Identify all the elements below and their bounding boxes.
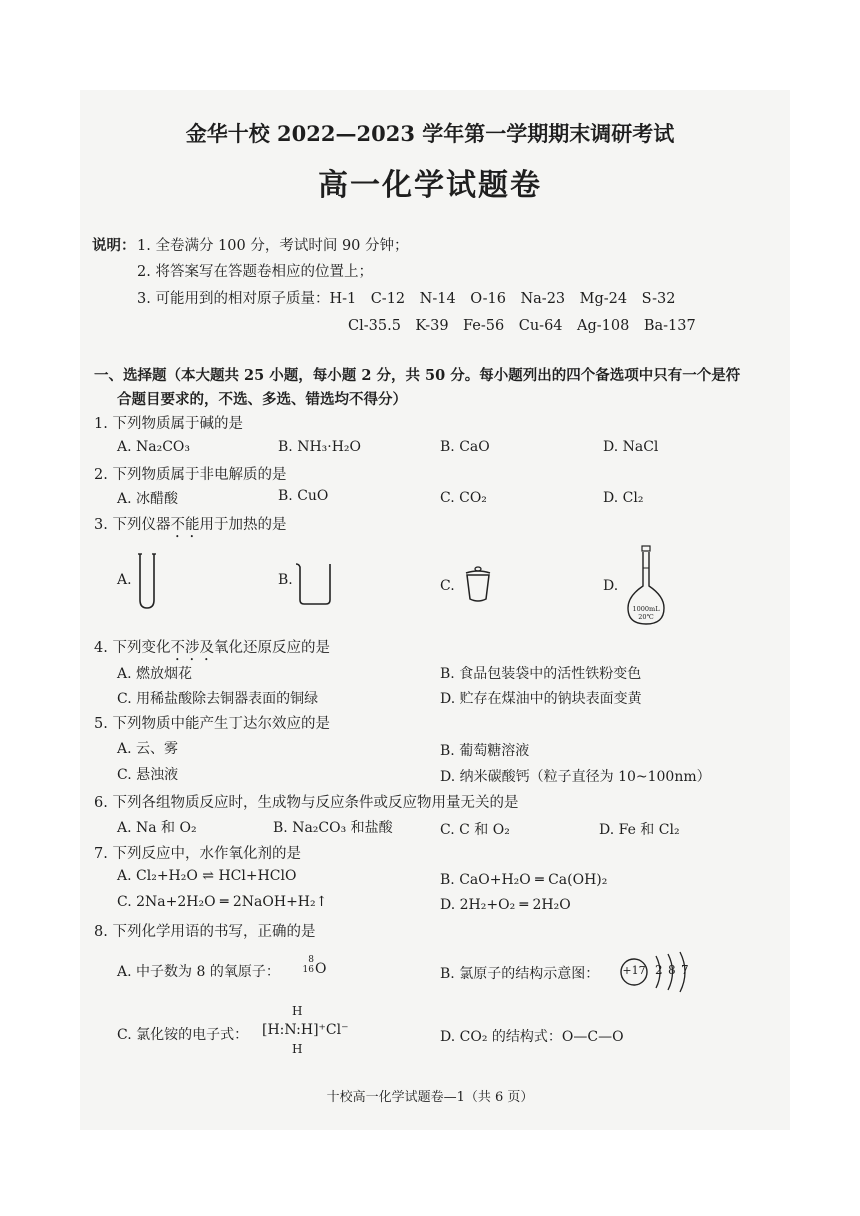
beaker-icon [295, 562, 335, 606]
q3-option-b: B. [278, 572, 293, 588]
q7-option-b: B. CaO+H₂O ═ Ca(OH)₂ [440, 872, 608, 888]
q4-stem: 4. 下列变化不涉及氧化还原反应的是 [94, 640, 330, 656]
flask-label: 1000mL 20℃ [632, 605, 660, 621]
q6-stem: 6. 下列各组物质反应时，生成物与反应条件或反应物用量无关的是 [94, 795, 519, 811]
electron-h-bottom: H [292, 1042, 303, 1056]
q4-option-d: D. 贮存在煤油中的钠块表面变黄 [440, 691, 642, 707]
q7-option-d: D. 2H₂+O₂ ═ 2H₂O [440, 897, 571, 913]
q2-option-c: C. CO₂ [440, 490, 487, 506]
q8-option-d: D. CO₂ 的结构式：O—C—O [440, 1029, 624, 1045]
q8-option-a: A. 中子数为 8 的氧原子： [117, 964, 280, 980]
shell-1: 2 [655, 963, 663, 977]
q7-option-c: C. 2Na+2H₂O ═ 2NaOH+H₂↑ [117, 894, 328, 910]
notes-label: 说明： [92, 237, 136, 254]
nucleus-charge: +17 [622, 964, 646, 977]
ammonium-electron-formula: [H:N:H]⁺Cl⁻ [262, 1022, 349, 1038]
section-heading-cont: 合题目要求的，不选、多选、错选均不得分） [117, 391, 407, 408]
page-footer: 十校高一化学试题卷—1（共 6 页） [326, 1090, 534, 1105]
isotope-numbers: 8 16 [302, 955, 314, 975]
q1-stem: 1. 下列物质属于碱的是 [94, 416, 243, 432]
q2-option-a: A. 冰醋酸 [117, 491, 179, 507]
q1-option-c: B. CaO [440, 439, 490, 455]
crucible-icon [464, 565, 492, 605]
q2-stem: 2. 下列物质属于非电解质的是 [94, 467, 287, 483]
q3-option-c: C. [440, 578, 455, 594]
q6-option-b: B. Na₂CO₃ 和盐酸 [273, 820, 393, 836]
q4-option-b: B. 食品包装袋中的活性铁粉变色 [440, 666, 642, 682]
q1-option-b: B. NH₃·H₂O [278, 439, 362, 455]
shell-3: 7 [681, 963, 689, 977]
q3-stem: 3. 下列仪器不能用于加热的是 [94, 517, 287, 533]
q6-option-a: A. Na 和 O₂ [117, 820, 197, 836]
q4-option-c: C. 用稀盐酸除去铜器表面的铜绿 [117, 691, 319, 707]
q6-option-c: C. C 和 O₂ [440, 822, 510, 838]
q1-option-a: A. Na₂CO₃ [117, 439, 191, 455]
section-heading: 一、选择题（本大题共 25 小题，每小题 2 分，共 50 分。每小题列出的四个备选项中只有一个是符 [94, 367, 741, 384]
q5-option-b: B. 葡萄糖溶液 [440, 743, 530, 759]
q5-option-c: C. 悬浊液 [117, 767, 179, 783]
note-3-masses: Cl-35.5 K-39 Fe-56 Cu-64 Ag-108 Ba-137 [348, 318, 696, 334]
q7-option-a: A. Cl₂+H₂O ⇌ HCl+HClO [117, 868, 297, 884]
q8-option-b: B. 氯原子的结构示意图： [440, 966, 600, 982]
q3-option-d: D. [603, 578, 619, 594]
note-2: 2. 将答案写在答题卷相应的位置上； [137, 264, 373, 280]
q3-option-a: A. [117, 572, 132, 588]
q8-option-c: C. 氯化铵的电子式： [117, 1027, 249, 1043]
q4-option-a: A. 燃放烟花 [117, 666, 193, 682]
q2-option-d: D. Cl₂ [603, 490, 644, 506]
isotope-symbol: O [315, 961, 327, 977]
exam-title: 金华十校 2022—2023 学年第一学期期末调研考试 [185, 121, 675, 146]
note-1: 1. 全卷满分 100 分，考试时间 90 分钟； [137, 238, 409, 254]
q6-option-d: D. Fe 和 Cl₂ [599, 822, 680, 838]
q5-stem: 5. 下列物质中能产生丁达尔效应的是 [94, 716, 330, 732]
q2-option-b: B. CuO [278, 488, 329, 504]
test-tube-icon [138, 554, 158, 610]
q7-stem: 7. 下列反应中，水作氧化剂的是 [94, 846, 301, 862]
electron-h-top: H [292, 1004, 303, 1018]
q5-option-d: D. 纳米碳酸钙（粒子直径为 10~100nm） [440, 769, 711, 785]
q8-stem: 8. 下列化学用语的书写，正确的是 [94, 924, 316, 940]
q5-option-a: A. 云、雾 [117, 741, 179, 757]
paper-title: 高一化学试题卷 [318, 168, 542, 203]
shell-2: 8 [668, 963, 676, 977]
q1-option-d: D. NaCl [603, 439, 659, 455]
note-3: 3. 可能用到的相对原子质量：H-1 C-12 N-14 O-16 Na-23 Mg-24 S-32 [137, 291, 676, 307]
